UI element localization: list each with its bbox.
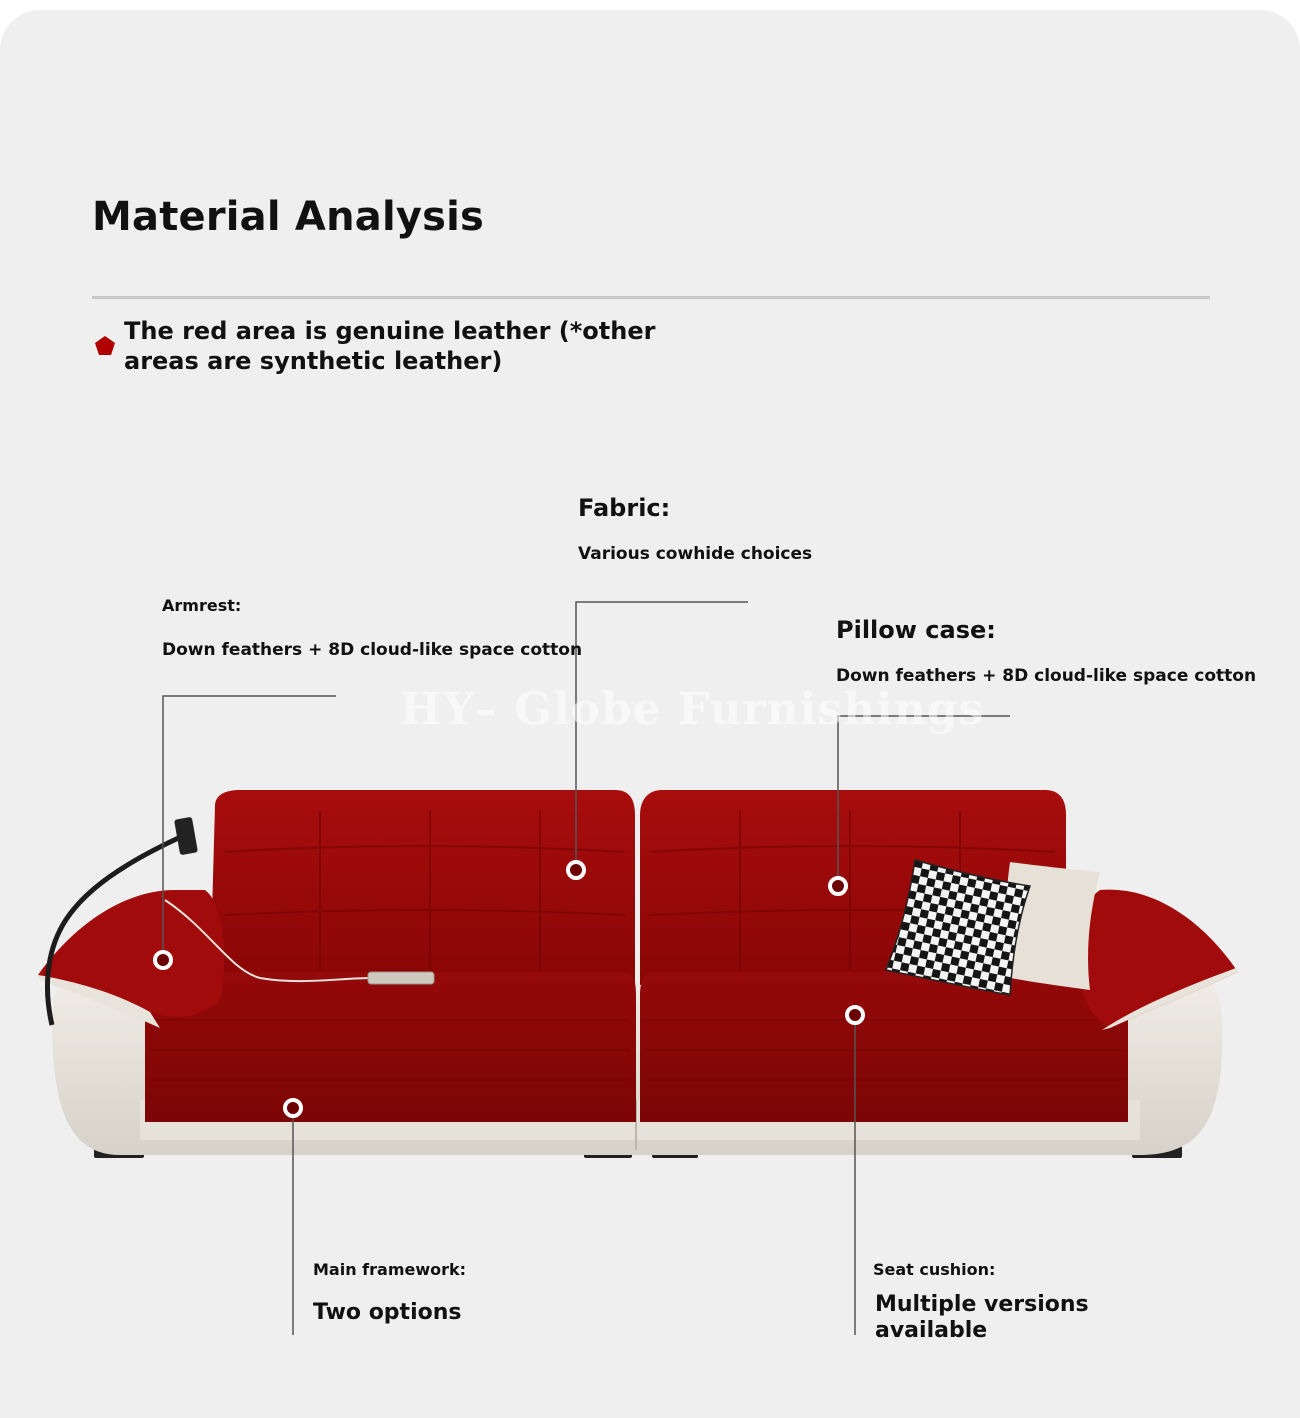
seat-cushion-desc: Multiple versions available [875, 1292, 1089, 1343]
main-framework-desc: Two options [313, 1300, 462, 1325]
legend-note: The red area is genuine leather (*other areas are synthetic leather) [124, 317, 656, 375]
watermark: HY– Globe Furnishings [400, 684, 985, 735]
armrest-title: Armrest: [162, 596, 242, 615]
page-title: Material Analysis [92, 194, 485, 240]
fabric-title: Fabric: [578, 494, 671, 522]
main-framework-title: Main framework: [313, 1260, 467, 1279]
pillow-case-title: Pillow case: [836, 616, 996, 644]
fabric-desc: Various cowhide choices [578, 544, 813, 564]
material-analysis-card [0, 10, 1300, 1418]
pillow-case-desc: Down feathers + 8D cloud-like space cotton [836, 666, 1257, 686]
armrest-desc: Down feathers + 8D cloud-like space cotton [162, 640, 583, 660]
seat-cushion-title: Seat cushion: [873, 1260, 996, 1279]
